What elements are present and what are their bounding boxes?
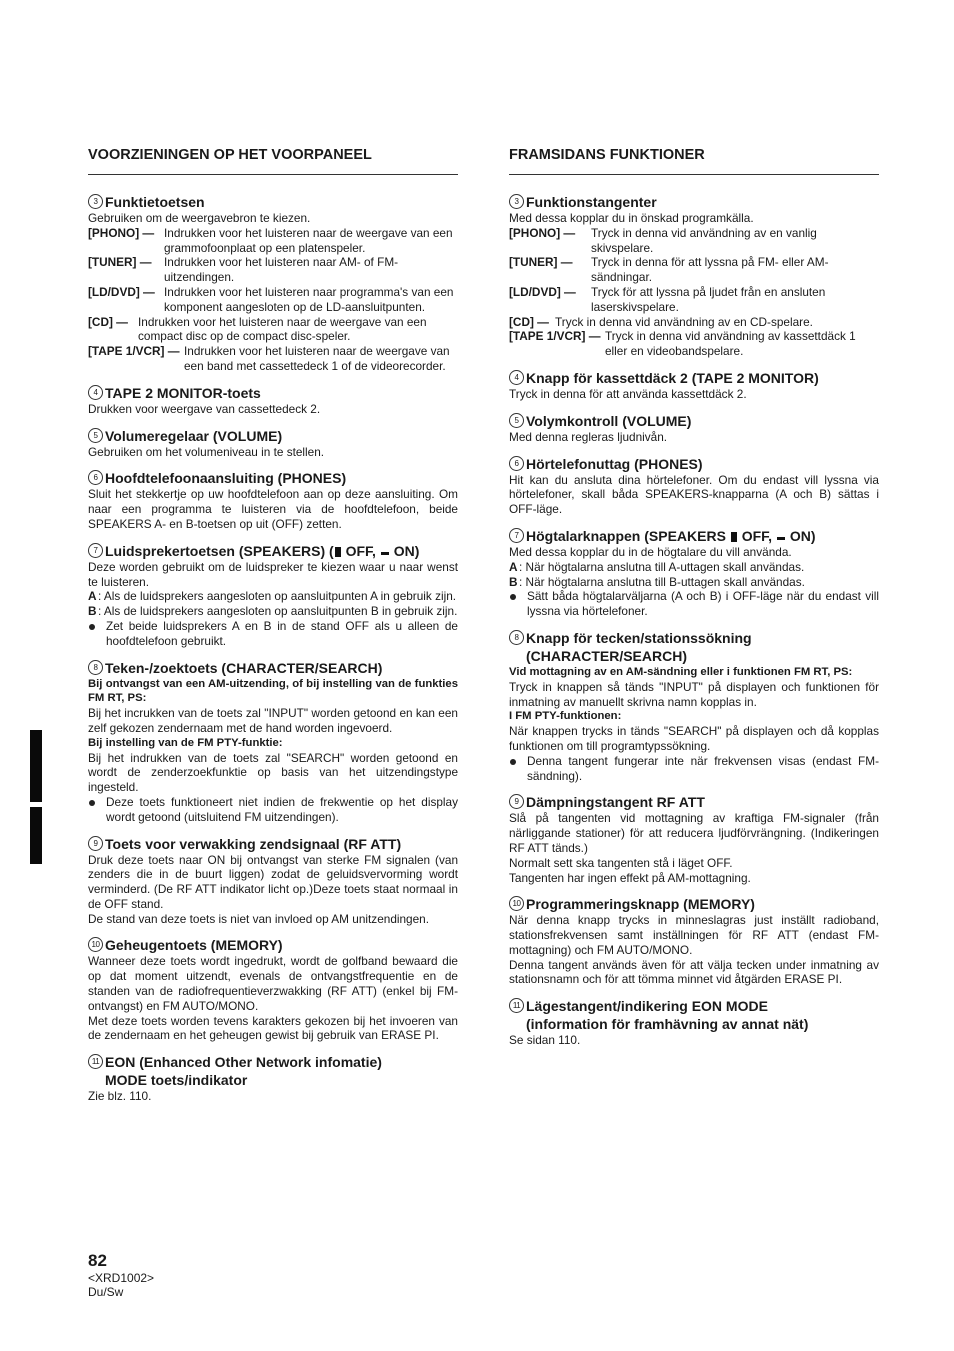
definition-item: [TAPE 1/VCR] — Tryck in denna vid användning av kassettdäck 1 eller en videobandspelare. <box>509 329 856 359</box>
section-function-keys <box>88 193 458 374</box>
option-item: A : När högtalarna anslutna till A-uttagen skall användas. <box>509 559 805 574</box>
circled-number: 3 <box>509 194 524 209</box>
paragraph: Med dessa kopplar du in önskad programkälla. <box>509 211 754 225</box>
section-title: Funktietoetsen <box>105 194 205 210</box>
circled-number: 11 <box>509 998 524 1013</box>
section-memory <box>509 895 879 987</box>
section-title: EON (Enhanced Other Network infomatie) <box>105 1054 382 1071</box>
paragraph: Gebruiken om het volumeniveau in te stellen. <box>88 444 325 459</box>
section-rf-att <box>88 835 458 927</box>
section-tape2-monitor <box>88 384 458 417</box>
circled-number: 9 <box>509 794 524 809</box>
option-item: B : När högtalarna anslutna till B-uttagen skall användas. <box>509 574 805 589</box>
section-title: Knapp för kassettdäck 2 (TAPE 2 MONITOR) <box>526 369 819 386</box>
section-title: Hoofdtelefoonaansluiting (PHONES) <box>105 470 347 487</box>
section-title: Programmeringsknapp (MEMORY) <box>526 896 755 913</box>
bullet-item: Sätt båda högtalarväljarna (A och B) i OFF-läge när du endast vill lyssna via hörtelefoner. <box>509 589 879 619</box>
heading-rule <box>88 174 458 175</box>
section-function-keys <box>509 193 879 359</box>
section-character-search <box>509 629 879 783</box>
section-speakers <box>509 527 879 619</box>
definition-item: [TUNER] — Tryck in denna för att lyssna på FM- eller AM-sändningar. <box>509 255 829 285</box>
section-title: Knapp för tecken/stationssökning <box>526 629 752 646</box>
definition-item: [TAPE 1/VCR] — Indrukken voor het luisteren naar de weergave van een band met cassettedeck 1 of de videorecorder. <box>88 344 450 373</box>
paragraph: Gebruiken om de weergavebron te kiezen. <box>88 211 311 225</box>
paragraph: Normalt sett ska tangenten stå i läget OFF. <box>509 855 733 870</box>
bold-subheading: Bij instelling van de FM PTY-funktie: <box>88 736 283 749</box>
section-volume <box>509 412 879 445</box>
bold-subheading: Bij ontvangst van een AM-uitzending, of bij instelling van de funkties FM RT, PS: <box>88 677 458 705</box>
definition-item: [CD] — Tryck in denna vid användning av en CD-spelare. <box>509 314 813 329</box>
paragraph: Med dessa kopplar du in de högtalare du vill använda. <box>509 544 792 559</box>
off-square-icon <box>731 532 737 542</box>
section-title: TAPE 2 MONITOR-toets <box>105 384 261 401</box>
paragraph: Denna tangent används även för att välja tecken under inmatning av stationsnamn och för att tömma minnet vid åtgärden ERASE PI. <box>509 957 879 987</box>
paragraph: Druk deze toets naar ON bij ontvangst van sterke FM signalen (van zenders die in de buurt liggen) zodat de geluidsvervorming wordt verminderd. (De RF ATT indikator licht op.)Deze toets staat normaal in de OFF stand. <box>88 852 458 911</box>
swedish-column <box>509 146 879 1058</box>
paragraph: Bij het indrukken van de toets zal "SEARCH" worden getoond en wordt de zenderzoekfunktie op basis van het uitzendingstype ingesteld. <box>88 750 458 795</box>
definition-item: [LD/DVD] — Indrukken voor het luisteren naar programma's van een komponent aangesloten op de LD-aansluitpunten. <box>88 284 454 314</box>
option-item: A : Als de luidsprekers aangesloten op aansluitpunten A in gebruik zijn. <box>88 589 457 604</box>
bullet-icon <box>509 754 527 784</box>
section-title: Teken-/zoektoets (CHARACTER/SEARCH) <box>105 659 383 676</box>
section-eon-mode <box>509 997 879 1048</box>
circled-number: 6 <box>509 456 524 471</box>
paragraph: Wanneer deze toets wordt ingedrukt, wordt de golfband bewaard die op dat moment uitzendt, evenals de ontvangstfrequentie en de standen van de radiofrequentieverzwakking (RF ATT) (enkel bij FM-ontvangst) en FM AUTO/MONO. <box>88 954 458 1013</box>
paragraph: Se sidan 110. <box>509 1033 581 1048</box>
side-tab-mark <box>30 730 42 802</box>
paragraph: Med denna regleras ljudnivån. <box>509 429 668 444</box>
paragraph: Tryck in denna för att använda kassettdäck 2. <box>509 386 747 401</box>
bullet-item: Zet beide luidsprekers A en B in de stand OFF als u alleen de hoofdtelefoon gebruikt. <box>88 619 458 649</box>
circled-number: 5 <box>509 413 524 428</box>
bullet-icon <box>509 589 527 619</box>
definition-item: [TUNER] — Indrukken voor het luisteren naar AM- of FM-uitzendingen. <box>88 255 399 285</box>
paragraph: Bij het incrukken van de toets zal "INPUT" worden getoond en kan een zelf gekozen zendernaam met de hand worden ingevoerd. <box>88 706 458 735</box>
circled-number: 6 <box>88 470 103 485</box>
paragraph: Zie blz. 110. <box>88 1089 152 1104</box>
page-footer <box>88 1251 154 1299</box>
section-title: Lägestangent/indikering EON MODE <box>526 998 768 1015</box>
section-title: Geheugentoets (MEMORY) <box>105 937 283 954</box>
definition-item: [PHONO] — Indrukken voor het luisteren naar de weergave van een grammofoonplaat op een platenspeler. <box>88 225 453 255</box>
section-volume <box>88 427 458 460</box>
circled-number: 8 <box>88 660 103 675</box>
dutch-column <box>88 146 458 1114</box>
section-tape2-monitor <box>509 369 879 402</box>
paragraph: Slå på tangenten vid mottagning av kraftiga FM-signaler (från närliggande stationer) för att reducera ljudförvrängning. (Indikeringen RF ATT tänds.) <box>509 811 879 855</box>
paragraph: Drukken voor weergave van cassettedeck 2. <box>88 401 321 416</box>
section-eon-mode <box>88 1053 458 1104</box>
column-heading: FRAMSIDANS FUNKTIONER <box>509 147 705 163</box>
bullet-icon <box>88 795 106 825</box>
paragraph: De stand van deze toets is niet van invloed op AM unitzendingen. <box>88 911 430 926</box>
section-title-continued: (information för framhävning av annat nät) <box>526 1016 809 1033</box>
section-title: Luidsprekertoetsen (SPEAKERS) ( OFF, ON) <box>105 542 420 559</box>
section-title-continued: MODE toets/indikator <box>105 1072 248 1089</box>
section-phones <box>509 455 879 517</box>
paragraph: Met deze toets worden tevens karakters gekozen bij het invoeren van de zendernaam en het geheugen gewist bij gebruik van ERASE PI. <box>88 1013 458 1043</box>
section-speakers <box>88 542 458 649</box>
paragraph: Sluit het stekkertje op uw hoofdtelefoon aan op deze aansluiting. Om naar een programma te luisteren via de hoofdtelefoon, beide SPEAKERS A- en B-toetsen op uit (OFF) zetten. <box>88 487 458 531</box>
section-title: Hörtelefonuttag (PHONES) <box>526 455 703 472</box>
circled-number: 10 <box>88 937 103 952</box>
on-dash-icon <box>381 552 389 555</box>
section-title: Volumeregelaar (VOLUME) <box>105 427 283 444</box>
definition-item: [LD/DVD] — Tryck för att lyssna på ljudet från en ansluten laserskivspelare. <box>509 284 826 314</box>
section-title: Toets voor verwakking zendsignaal (RF ATT) <box>105 835 402 852</box>
off-square-icon <box>335 547 341 557</box>
circled-number: 8 <box>509 630 524 645</box>
definition-item: [CD] — Indrukken voor het luisteren naar de weergave van een compact disc op de compact disc-speler. <box>88 314 427 344</box>
paragraph: Tangenten har ingen effekt på AM-mottagning. <box>509 870 751 885</box>
section-title: Funktionstangenter <box>526 194 657 210</box>
option-item: B : Als de luidsprekers aangesloten op aansluitpunten B in gebruik zijn. <box>88 604 458 619</box>
circled-number: 4 <box>88 385 103 400</box>
section-title: Högtalarknappen (SPEAKERS OFF, ON) <box>526 527 816 544</box>
side-tab-mark <box>30 807 42 864</box>
definition-item: [PHONO] — Tryck in denna vid användning av en vanlig skivspelare. <box>509 225 817 255</box>
paragraph: När knappen trycks in tänds "SEARCH" på displayen och då kopplas funktionen om till programtypssökning. <box>509 724 879 753</box>
page-number: 82 <box>88 1251 107 1270</box>
section-title-continued: (CHARACTER/SEARCH) <box>526 647 687 664</box>
circled-number: 9 <box>88 836 103 851</box>
heading-rule <box>509 174 879 175</box>
paragraph: Tryck in knappen så tänds "INPUT" på displayen och funktionen för inmatning av manuellt skrivna namn kopplas in. <box>509 679 879 709</box>
paragraph: När denna knapp trycks in minneslagras just inställt radioband, stationsfrekvensen samt inställningen för RF ATT (endast FM-mottagning) och FM AUTO/MONO. <box>509 913 879 957</box>
circled-number: 3 <box>88 194 103 209</box>
bold-subheading: Vid mottagning av en AM-sändning eller i funktionen FM RT, PS: <box>509 665 853 678</box>
section-rf-att <box>509 793 879 885</box>
bullet-item: Deze toets funktioneert niet indien de frekwentie op het display wordt getoond (uitsluitend FM uitzendingen). <box>88 795 458 825</box>
circled-number: 7 <box>509 528 524 543</box>
bold-subheading: I FM PTY-funktionen: <box>509 710 622 723</box>
section-title: Dämpningstangent RF ATT <box>526 794 705 811</box>
model-code: <XRD1002> <box>88 1271 155 1285</box>
circled-number: 7 <box>88 543 103 558</box>
bullet-item: Denna tangent fungerar inte när frekvensen visas (endast FM-sändning). <box>509 754 879 784</box>
circled-number: 10 <box>509 896 524 911</box>
section-character-search <box>88 659 458 825</box>
on-dash-icon <box>777 537 785 540</box>
section-memory <box>88 936 458 1043</box>
paragraph: Deze worden gebruikt om de luidspreker te kiezen waar u naar wenst te luisteren. <box>88 559 458 589</box>
bullet-icon <box>88 619 106 649</box>
column-heading: VOORZIENINGEN OP HET VOORPANEEL <box>88 147 372 163</box>
circled-number: 4 <box>509 370 524 385</box>
paragraph: Hit kan du ansluta dina hörtelefoner. Om du endast vill lyssna via hörtelefoner, skall båda SPEAKERS-knapparna (A och B) sättas i OFF-läge. <box>509 472 879 517</box>
section-phones <box>88 469 458 531</box>
section-title: Volymkontroll (VOLUME) <box>526 412 692 429</box>
circled-number: 11 <box>88 1054 103 1069</box>
circled-number: 5 <box>88 428 103 443</box>
language-code: Du/Sw <box>88 1285 124 1299</box>
